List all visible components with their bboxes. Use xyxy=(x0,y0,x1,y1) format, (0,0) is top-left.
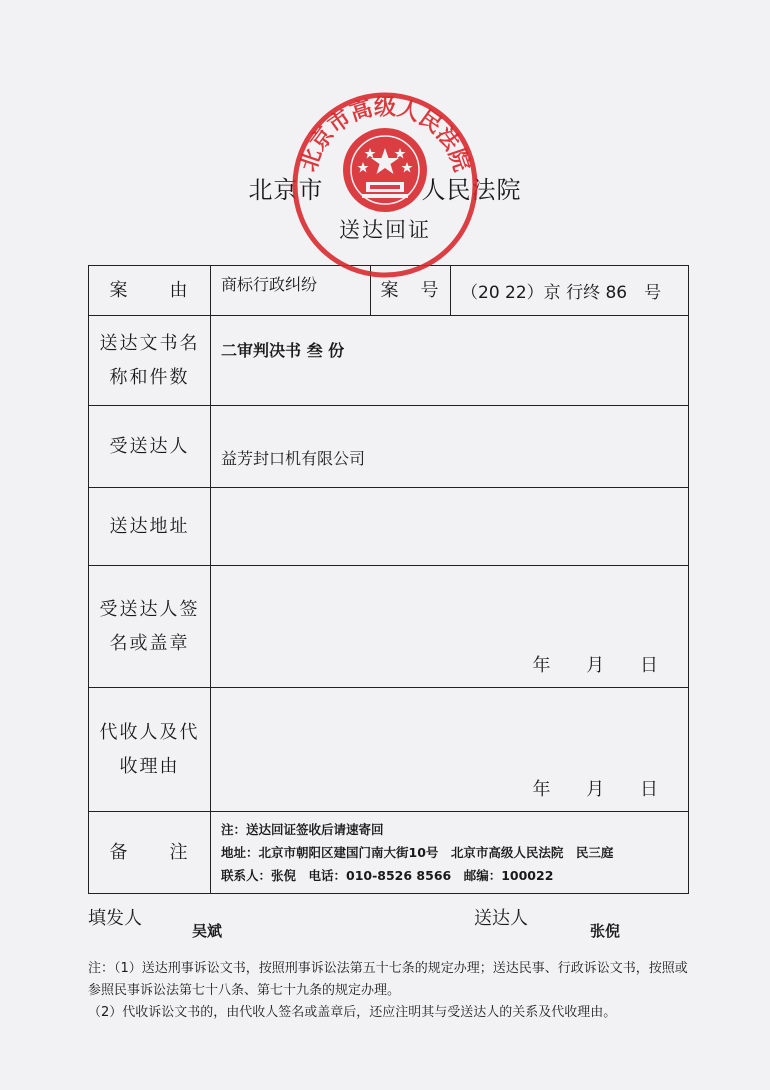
recipient-label: 受送达人 xyxy=(89,406,211,488)
signature-row xyxy=(89,566,689,688)
page-subtitle: 送达回证 xyxy=(339,218,431,242)
case-no-label: 案 号 xyxy=(371,266,451,316)
case-no-value: （20 22）京 行终 86 号 xyxy=(451,266,689,316)
agent-row xyxy=(89,688,689,812)
address-value xyxy=(211,488,689,566)
remark-label: 备 注 xyxy=(89,812,211,894)
address-label: 送达地址 xyxy=(89,488,211,566)
agent-date: 年 月 日 xyxy=(532,779,658,800)
recipient-row xyxy=(89,406,689,488)
remark-line1: 注：送达回证签收后请速寄回 xyxy=(221,822,384,837)
title-right: 人民法院 xyxy=(421,176,522,204)
seal-text: 北京市高级人民法院 xyxy=(296,95,474,175)
signature-label xyxy=(89,566,211,688)
agent-label-line1: 代收人及代 xyxy=(99,721,200,743)
issuer-name: 吴斌 xyxy=(192,922,223,940)
agent-label-line2: 收理由 xyxy=(119,755,180,777)
signature-date: 年 月 日 xyxy=(532,655,658,676)
case-cause-value: 商标行政纠纷 xyxy=(211,266,371,316)
document-label-line2: 称和件数 xyxy=(109,366,190,388)
national-emblem-icon xyxy=(343,128,427,212)
signature-label-line1: 受送达人签 xyxy=(99,598,200,620)
issuer-label: 填发人 xyxy=(88,908,142,929)
service-receipt-form xyxy=(88,265,689,894)
footer-note-1: 注：（1）送达刑事诉讼文书，按照刑事诉讼法第五十七条的规定办理；送达民事、行政诉讼文书，按照或参照民事诉讼法第七十八条、第七十九条的规定办理。 xyxy=(88,961,688,998)
case-cause-label: 案 由 xyxy=(89,266,211,316)
signature-cell xyxy=(211,566,689,688)
footer-note-2: （2）代收诉讼文书的，由代收人签名或盖章后，还应注明其与受送达人的关系及代收理由。 xyxy=(88,1005,617,1020)
remark-line3: 联系人：张倪 电话：010-8526 8566 邮编：100022 xyxy=(221,868,554,883)
court-seal xyxy=(290,90,480,280)
title-left: 北京市 xyxy=(248,176,324,204)
document-row xyxy=(89,316,689,406)
agent-cell xyxy=(211,688,689,812)
document-label xyxy=(89,316,211,406)
server-name: 张倪 xyxy=(590,922,621,940)
agent-label xyxy=(89,688,211,812)
address-row xyxy=(89,488,689,566)
recipient-value: 益芳封口机有限公司 xyxy=(211,406,689,488)
remark-row xyxy=(89,812,689,894)
document-value: 二审判决书 叁 份 xyxy=(211,316,689,406)
remark-line2: 地址：北京市朝阳区建国门南大街10号 北京市高级人民法院 民三庭 xyxy=(221,845,614,860)
server-label: 送达人 xyxy=(474,908,528,929)
remark-cell xyxy=(211,812,689,894)
document-label-line1: 送达文书名 xyxy=(99,332,200,354)
signature-label-line2: 名或盖章 xyxy=(109,632,190,654)
